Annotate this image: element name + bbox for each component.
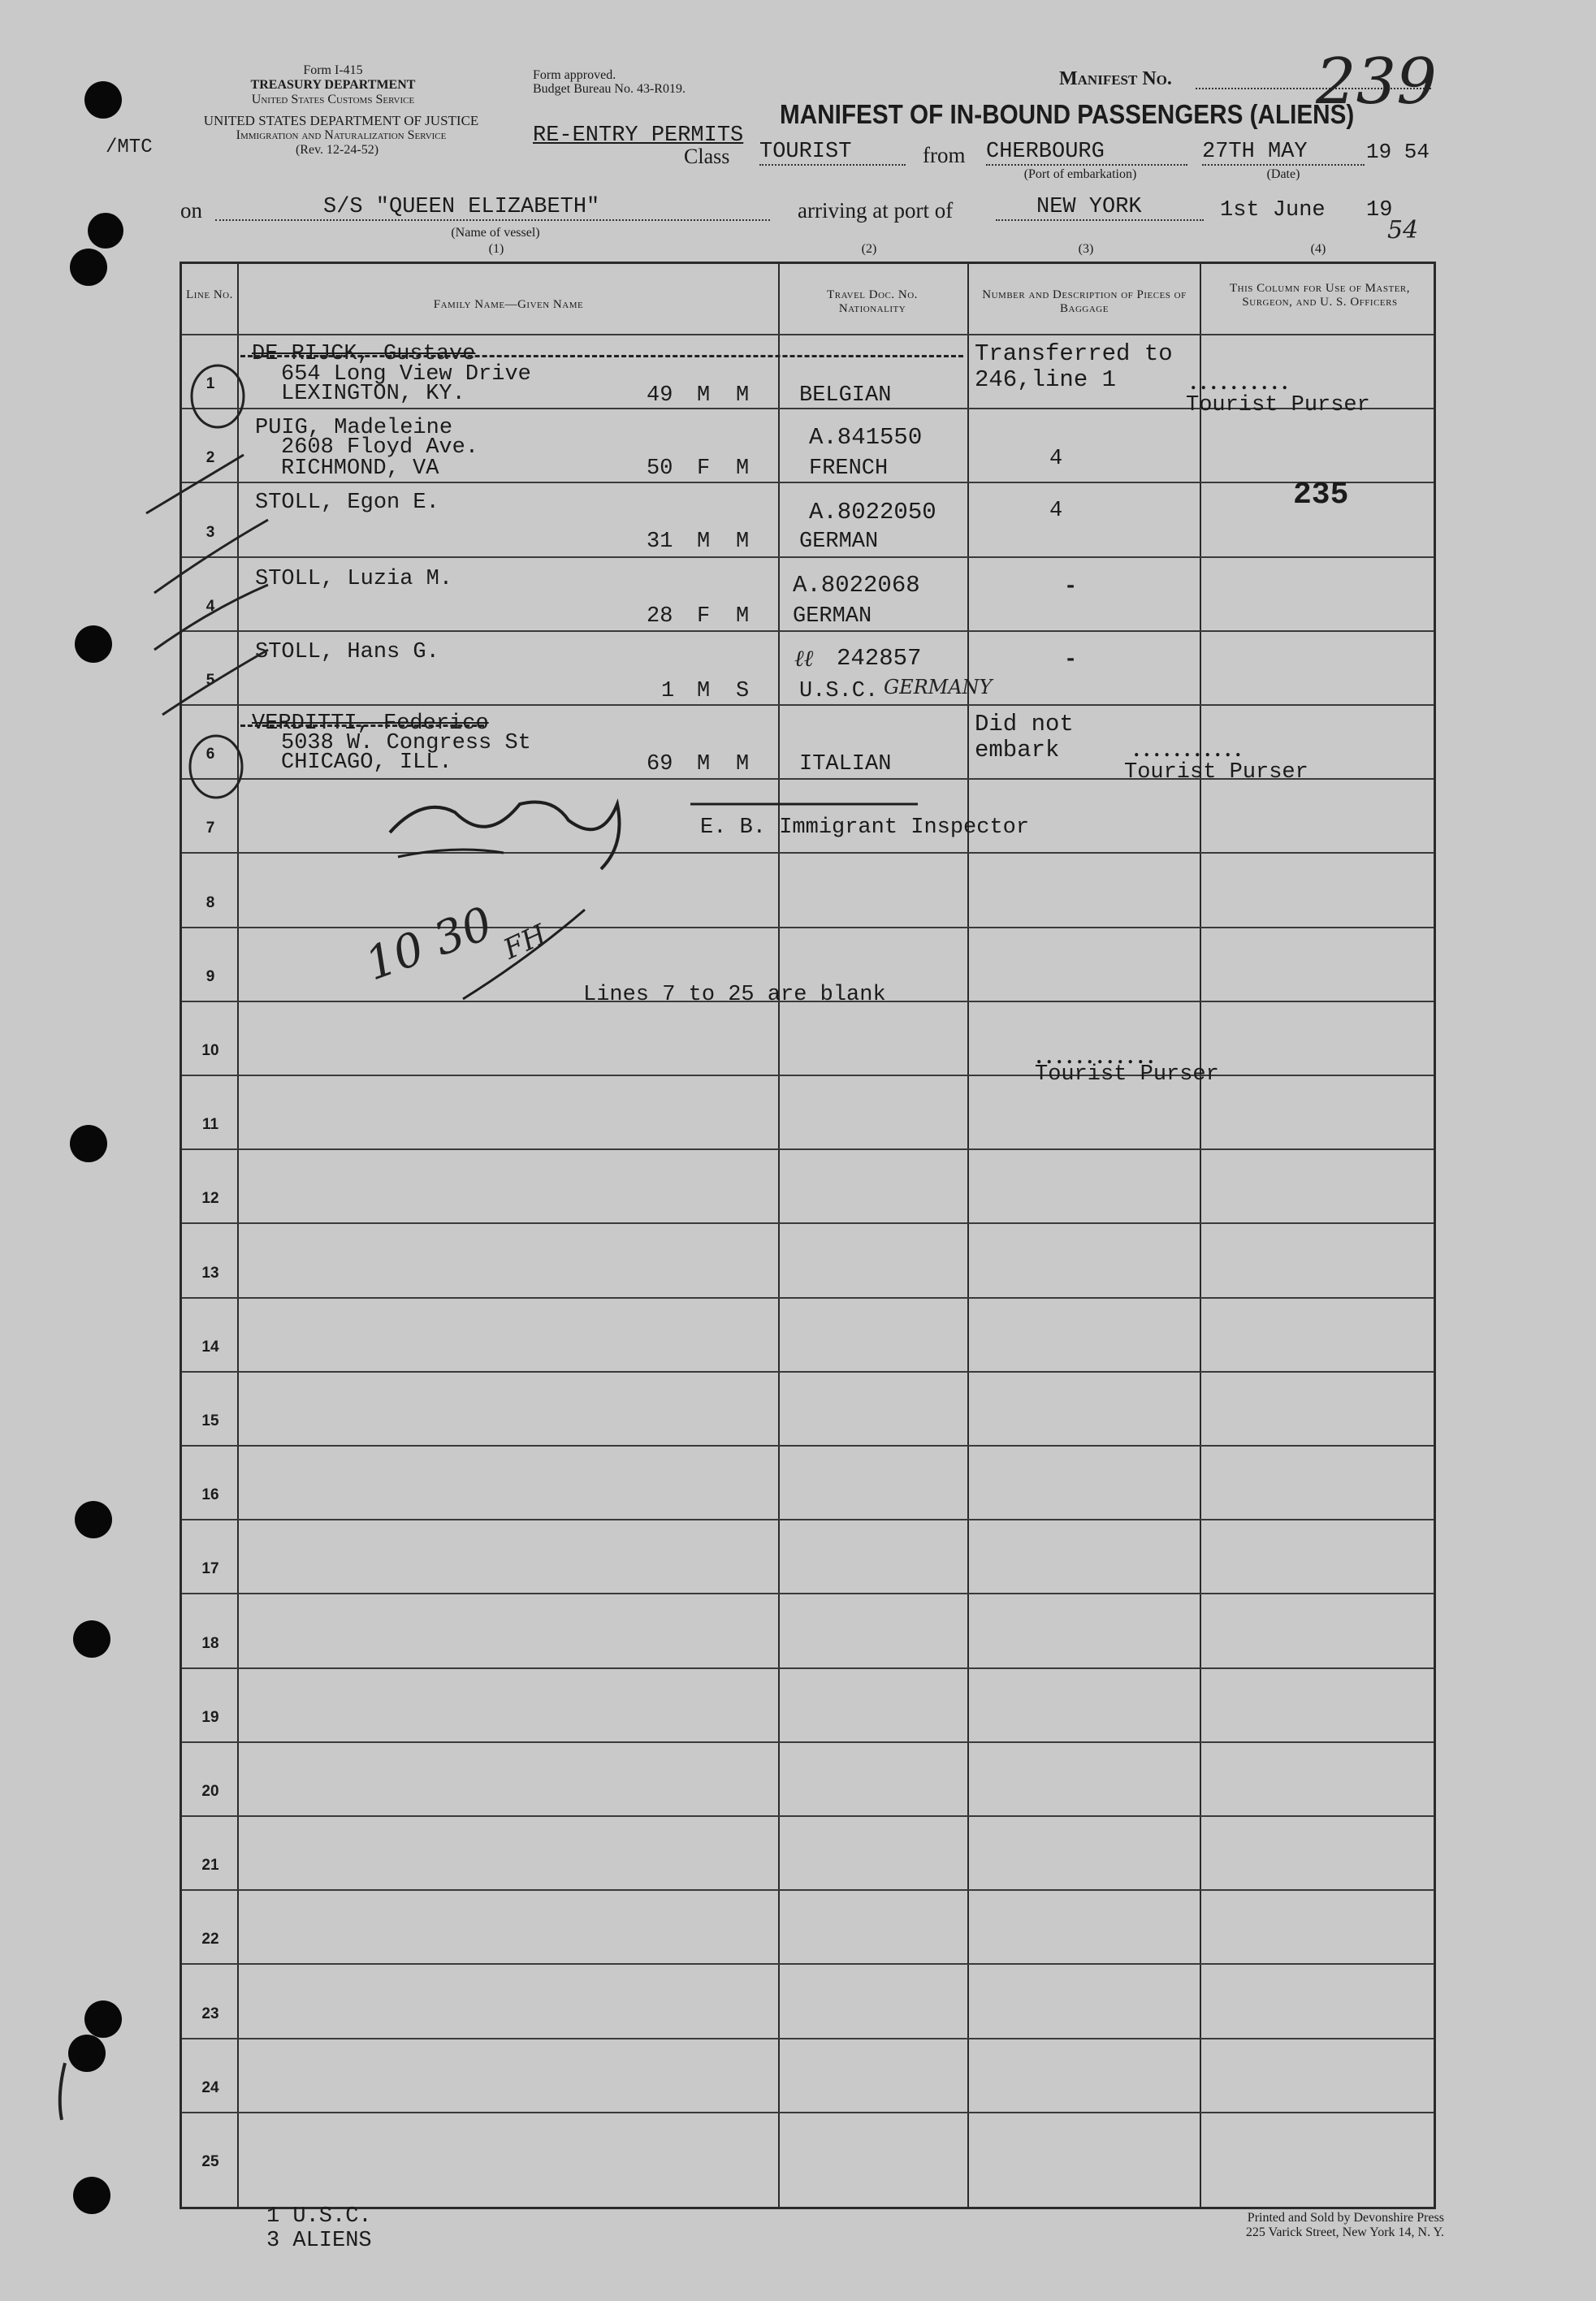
entry-1-officer: Tourist Purser xyxy=(1186,393,1370,417)
col-ref-1: (1) xyxy=(488,242,504,256)
entry-1-name: DE RIJCK, Gustave xyxy=(252,342,476,366)
entry-6-nat: ITALIAN xyxy=(799,752,892,776)
entry-1-baggage: Transferred to 246,line 1 xyxy=(975,340,1173,393)
entry-6-officer: Tourist Purser xyxy=(1124,760,1308,785)
treasury-dept: TREASURY DEPARTMENT xyxy=(250,78,416,92)
embark-date: 27TH MAY xyxy=(1202,140,1365,166)
date-caption: (Date) xyxy=(1266,167,1300,181)
class-value: TOURIST xyxy=(759,140,906,166)
entry-3-baggage: 4 xyxy=(1049,499,1063,523)
line-number: 9 xyxy=(205,967,215,985)
class-label: Class xyxy=(684,145,730,168)
form-number: Form I-415 xyxy=(303,63,363,77)
entry-2-officer: 235 xyxy=(1293,478,1349,513)
col-ref-3: (3) xyxy=(1078,242,1094,256)
col-ref-4: (4) xyxy=(1310,242,1326,256)
entry-1-ms: M xyxy=(736,383,750,408)
entry-2-addr1: 2608 Floyd Ave. xyxy=(281,435,479,460)
entry-1-addr2: LEXINGTON, KY. xyxy=(281,382,465,406)
line-number: 7 xyxy=(205,820,215,837)
entry-4-sex: F xyxy=(697,604,711,629)
manifest-title: MANIFEST OF IN-BOUND PASSENGERS (ALIENS) xyxy=(780,99,1355,129)
arrival-year-handwritten: 54 xyxy=(1387,216,1419,244)
entry-4-doc: A.8022068 xyxy=(793,572,920,599)
handwritten-initials: FH xyxy=(499,918,552,967)
mtc-mark: /MTC xyxy=(106,136,153,158)
line-number: 13 xyxy=(201,1264,219,1282)
entry-6-age: 69 xyxy=(647,752,673,776)
entry-6-sex: M xyxy=(697,752,711,776)
footer-aliens: 3 ALIENS xyxy=(266,2229,372,2253)
handwritten-time: 10 30 xyxy=(358,897,500,992)
entry-4-ms: M xyxy=(736,604,750,629)
entry-3-nat: GERMAN xyxy=(799,530,879,554)
entry-3-ms: M xyxy=(736,530,750,554)
entry-5-nat: U.S.C. xyxy=(799,679,879,703)
line-number: 12 xyxy=(201,1190,219,1208)
entry-6-addr2: CHICAGO, ILL. xyxy=(281,750,452,775)
entry-1-addr1: 654 Long View Drive xyxy=(281,362,531,387)
line-number: 4 xyxy=(205,597,215,615)
budget-bureau: Budget Bureau No. 43-R019. xyxy=(533,82,686,96)
line-number: 11 xyxy=(201,1116,219,1134)
purser-dots-final: ............ xyxy=(1036,1045,1158,1068)
line-number: 2 xyxy=(205,449,215,467)
entry-5-age: 1 xyxy=(661,679,675,703)
col-header-name: Family Name—Given Name xyxy=(433,298,584,311)
entry-5-doc: 242857 xyxy=(837,645,922,672)
col-header-line-no: Line No. xyxy=(186,288,233,301)
arriving-label: arriving at port of xyxy=(798,198,954,223)
entry-5-sex: M xyxy=(697,679,711,703)
arrival-date: 1st June xyxy=(1220,198,1326,223)
entry-2-name: PUIG, Madeleine xyxy=(255,416,453,440)
line-number: 15 xyxy=(201,1412,219,1429)
line-number: 24 xyxy=(201,2078,219,2096)
entry-4-nat: GERMAN xyxy=(793,604,872,629)
line-number: 1 xyxy=(205,375,215,393)
entry-2-sex: F xyxy=(697,456,711,481)
entry-6-addr1: 5038 W. Congress St xyxy=(281,731,531,755)
line-number: 23 xyxy=(201,2005,219,2022)
arrival-year-printed: 19 xyxy=(1366,198,1393,223)
from-label: from xyxy=(923,143,966,167)
line-number: 17 xyxy=(201,1560,219,1578)
entry-2-doc: A.841550 xyxy=(809,424,923,451)
entry-6-baggage: Did not embark xyxy=(975,711,1074,763)
form-approved: Form approved. xyxy=(533,68,616,82)
purser-dots-6: ........... xyxy=(1134,737,1246,761)
entry-5-nat-handwritten: GERMANY xyxy=(884,676,993,699)
entry-2-nat: FRENCH xyxy=(809,456,889,481)
entry-2-addr2: RICHMOND, VA xyxy=(281,456,439,481)
line-number: 21 xyxy=(201,1857,219,1875)
footer-usc: 1 U.S.C. xyxy=(266,2204,372,2229)
line-number: 14 xyxy=(201,1338,219,1356)
port-embarkation: CHERBOURG xyxy=(986,140,1187,166)
vessel-caption: (Name of vessel) xyxy=(451,226,540,240)
entry-5-name: STOLL, Hans G. xyxy=(255,640,439,664)
entry-5-baggage: - xyxy=(1064,648,1078,673)
entry-5-ms: S xyxy=(736,679,750,703)
entry-6-ms: M xyxy=(736,752,750,776)
entry-4-baggage: - xyxy=(1064,575,1078,599)
entry-1-age: 49 xyxy=(647,383,673,408)
manifest-no-handwritten: 239 xyxy=(1316,45,1437,119)
entry-3-age: 31 xyxy=(647,530,673,554)
port-embark-caption: (Port of embarkation) xyxy=(1023,167,1137,181)
entry-2-baggage: 4 xyxy=(1049,447,1063,471)
col-header-travel: Travel Doc. No. Nationality xyxy=(827,288,918,315)
line-number: 5 xyxy=(205,672,215,689)
justice-dept: UNITED STATES DEPARTMENT OF JUSTICE xyxy=(203,113,479,128)
entry-3-doc: A.8022050 xyxy=(809,499,936,526)
entry-1-sex: M xyxy=(697,383,711,408)
embark-year: 19 54 xyxy=(1366,140,1430,164)
purser-final: Tourist Purser xyxy=(1035,1062,1219,1087)
line-number: 8 xyxy=(205,893,215,911)
entry-3-sex: M xyxy=(697,530,711,554)
arrival-port: NEW YORK xyxy=(996,195,1204,221)
printer-line-2: 225 Varick Street, New York 14, N. Y. xyxy=(1245,2225,1444,2239)
line-number: 16 xyxy=(201,1486,219,1504)
line-number: 6 xyxy=(205,746,215,763)
entry-1-nat: BELGIAN xyxy=(799,383,892,408)
blank-lines-note: Lines 7 to 25 are blank xyxy=(583,983,886,1007)
purser-dots-1: .......... xyxy=(1191,370,1292,394)
line-number: 25 xyxy=(201,2153,219,2170)
entry-4-name: STOLL, Luzia M. xyxy=(255,567,453,591)
line-number: 20 xyxy=(201,1783,219,1800)
col-header-officers: This Column for Use of Master, Surgeon, and U. S. Officers xyxy=(1229,282,1411,309)
inspector-stamp: E. B. Immigrant Inspector xyxy=(700,815,1030,840)
col-ref-2: (2) xyxy=(861,242,877,256)
entry-2-ms: M xyxy=(736,456,750,481)
entry-5-doc-prefix: ℓℓ xyxy=(794,645,814,672)
entry-3-name: STOLL, Egon E. xyxy=(255,491,439,515)
entry-4-age: 28 xyxy=(647,604,673,629)
line-number: 19 xyxy=(201,1708,219,1726)
entry-2-age: 50 xyxy=(647,456,673,481)
ins-service: Immigration and Naturalization Service xyxy=(236,128,447,142)
revision: (Rev. 12-24-52) xyxy=(295,143,379,157)
manifest-no-label: Manifest No. xyxy=(1059,68,1172,89)
line-number: 22 xyxy=(201,1931,219,1948)
on-label: on xyxy=(180,198,202,223)
reentry-permits: RE-ENTRY PERMITS xyxy=(533,123,744,148)
customs-service: United States Customs Service xyxy=(251,93,415,106)
line-number: 10 xyxy=(201,1042,219,1059)
printer-line-1: Printed and Sold by Devonshire Press xyxy=(1247,2211,1444,2225)
line-number: 3 xyxy=(205,523,215,541)
line-number: 18 xyxy=(201,1634,219,1652)
entry-6-name: VERDITTI, Federico xyxy=(252,711,489,736)
vessel-name: S/S "QUEEN ELIZABETH" xyxy=(323,195,600,219)
col-header-baggage: Number and Description of Pieces of Baggage xyxy=(982,288,1187,315)
